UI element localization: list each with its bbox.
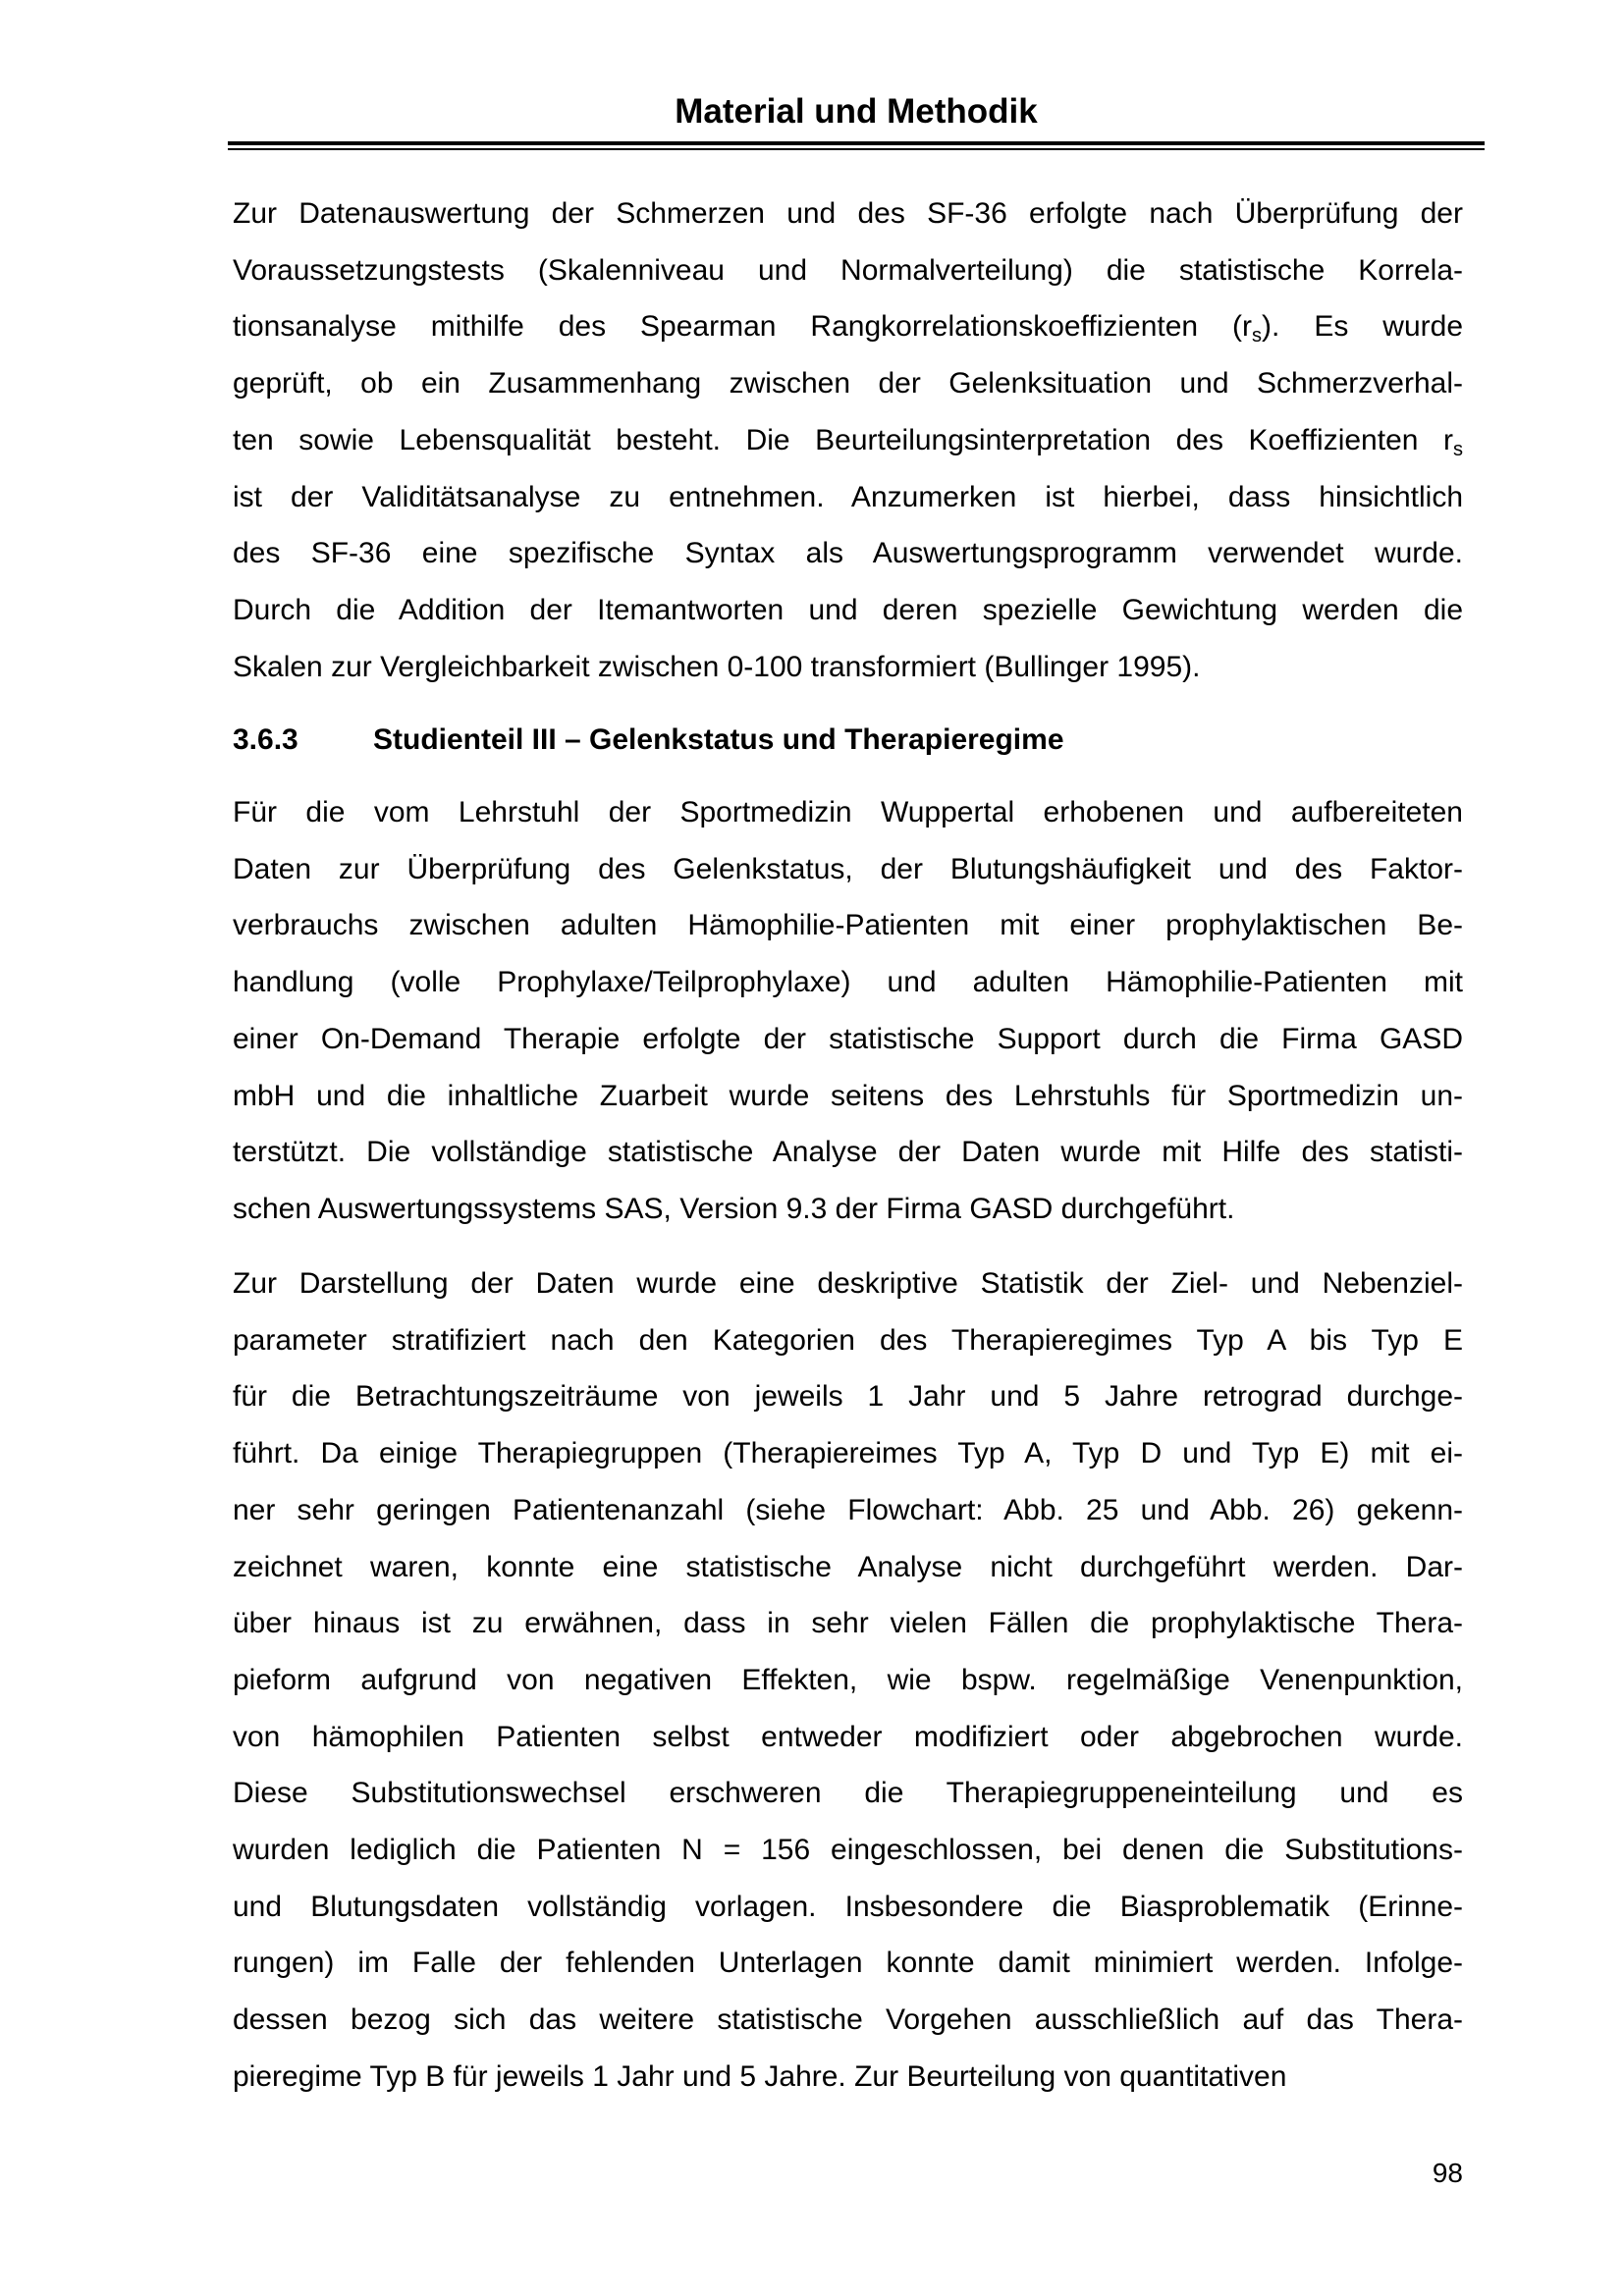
text-line: über hinaus ist zu erwähnen, dass in sehr vielen Fällen die prophylaktische Thera- xyxy=(233,1607,1463,1640)
text-line: verbrauchs zwischen adulten Hämophilie-Patienten mit einer prophylaktischen Be- xyxy=(233,909,1463,942)
text-line: mbH und die inhaltliche Zuarbeit wurde seitens des Lehrstuhls für Sportmedizin un- xyxy=(233,1079,1463,1112)
text-line: wurden lediglich die Patienten N = 156 eingeschlossen, bei denen die Substitutions- xyxy=(233,1834,1463,1866)
section-title: Studienteil III – Gelenkstatus und Therapieregime xyxy=(373,723,1064,756)
text-line: pieform aufgrund von negativen Effekten, wie bspw. regelmäßige Venenpunktion, xyxy=(233,1663,1463,1696)
text-line: terstützt. Die vollständige statistische Analyse der Daten wurde mit Hilfe des statisti- xyxy=(233,1136,1463,1169)
text-line: von hämophilen Patienten selbst entweder modifiziert oder abgebrochen wurde. xyxy=(233,1720,1463,1753)
text-line xyxy=(233,309,1463,345)
text-line: Diese Substitutionswechsel erschweren die Therapiegruppeneinteilung und es xyxy=(233,1777,1463,1810)
subscript: s xyxy=(1252,325,1263,345)
text-line: parameter stratifiziert nach den Kategorien des Therapieregimes Typ A bis Typ E xyxy=(233,1323,1463,1357)
text-line: dessen bezog sich das weitere statistische Vorgehen ausschließlich auf das Thera- xyxy=(233,2003,1463,2037)
header-rule-thin xyxy=(228,148,1485,150)
text-line: einer On-Demand Therapie erfolgte der statistische Support durch die Firma GASD xyxy=(233,1022,1463,1055)
text-line: zeichnet waren, konnte eine statistische Analyse nicht durchgeführt werden. Dar- xyxy=(233,1550,1463,1583)
text-segment: tionsanalyse mithilfe des Spearman Rangkorrelationskoeffizienten (r xyxy=(233,310,1253,343)
text-line: pieregime Typ B für jeweils 1 Jahr und 5 Jahre. Zur Beurteilung von quantitativen xyxy=(233,2059,1287,2093)
text-line xyxy=(233,423,1463,458)
page-number: 98 xyxy=(1432,2158,1463,2188)
text-line: Voraussetzungstests (Skalenniveau und Normalverteilung) die statistische Korrela- xyxy=(233,254,1463,287)
text-line: und Blutungsdaten vollständig vorlagen. Insbesondere die Biasproblematik (Erinne- xyxy=(233,1890,1463,1923)
text-line: rungen) im Falle der fehlenden Unterlagen konnte damit minimiert werden. Infolge- xyxy=(233,1947,1463,1980)
subscript: s xyxy=(1453,439,1463,458)
text-line: Skalen zur Vergleichbarkeit zwischen 0-100 transformiert (Bullinger 1995). xyxy=(233,651,1201,683)
text-line: Zur Datenauswertung der Schmerzen und des SF-36 erfolgte nach Überprüfung der xyxy=(233,197,1463,230)
text-line: für die Betrachtungszeiträume von jeweils 1 Jahr und 5 Jahre retrograd durchge- xyxy=(233,1380,1463,1414)
text-segment: ten sowie Lebensqualität besteht. Die Beurteilungsinterpretation des Koeffizienten r xyxy=(233,424,1453,456)
text-segment: ). Es wurde xyxy=(1262,310,1463,343)
text-line: Zur Darstellung der Daten wurde eine deskriptive Statistik der Ziel- und Nebenziel- xyxy=(233,1267,1463,1300)
text-line: geprüft, ob ein Zusammenhang zwischen der Gelenksituation und Schmerzverhal- xyxy=(233,367,1463,400)
text-line: führt. Da einige Therapiegruppen (Therapiereimes Typ A, Typ D und Typ E) mit ei- xyxy=(233,1437,1463,1470)
text-line: ner sehr geringen Patientenanzahl (siehe Flowchart: Abb. 25 und Abb. 26) gekenn- xyxy=(233,1493,1463,1526)
text-line: Durch die Addition der Itemantworten und deren spezielle Gewichtung werden die xyxy=(233,594,1463,626)
text-line: des SF-36 eine spezifische Syntax als Auswertungsprogramm verwendet wurde. xyxy=(233,537,1463,569)
text-line: Für die vom Lehrstuhl der Sportmedizin Wuppertal erhobenen und aufbereiteten xyxy=(233,796,1463,828)
header-rule-thick xyxy=(228,141,1485,145)
text-line: ist der Validitätsanalyse zu entnehmen. Anzumerken ist hierbei, dass hinsichtlich xyxy=(233,481,1463,513)
page-header-title: Material und Methodik xyxy=(675,92,1038,131)
text-line: handlung (volle Prophylaxe/Teilprophylaxe) und adulten Hämophilie-Patienten mit xyxy=(233,966,1463,999)
section-number: 3.6.3 xyxy=(233,723,298,756)
text-line: Daten zur Überprüfung des Gelenkstatus, der Blutungshäufigkeit und des Faktor- xyxy=(233,852,1463,885)
text-line: schen Auswertungssystems SAS, Version 9.3 der Firma GASD durchgeführt. xyxy=(233,1192,1235,1225)
